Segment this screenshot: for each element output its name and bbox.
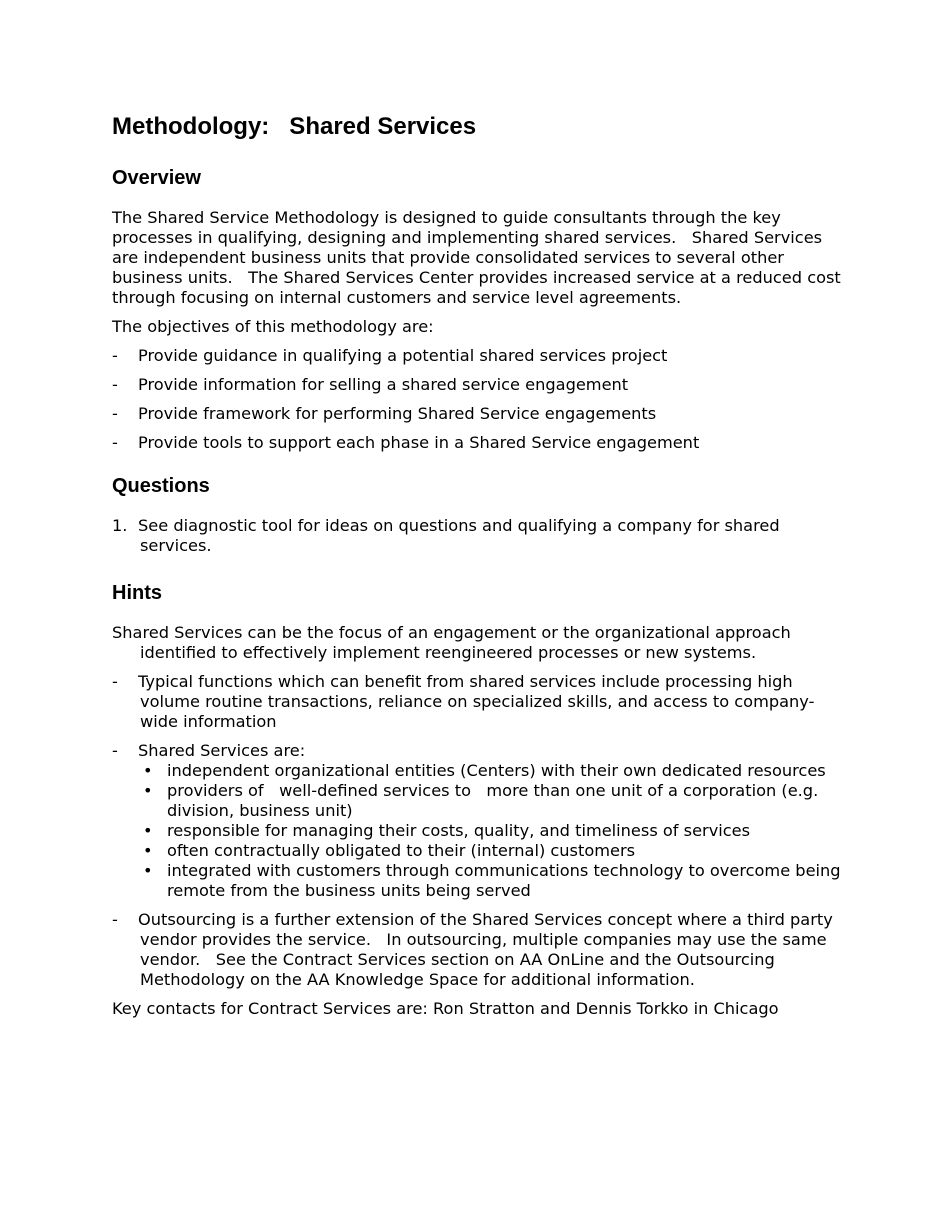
objective-item [112, 375, 842, 395]
hint-item-typical-functions [112, 672, 842, 732]
bullet-marker: • [143, 761, 153, 780]
objective-text: Provide framework for performing Shared Service engagements [138, 404, 657, 423]
document-page [112, 112, 846, 1019]
bullet-marker: • [143, 781, 153, 800]
objective-item [112, 404, 842, 424]
bullet-marker: • [143, 841, 153, 860]
dash-marker: - [112, 346, 118, 365]
bullet-item [112, 761, 842, 781]
bullet-item [112, 841, 842, 861]
objective-item [112, 346, 842, 366]
dash-marker: - [112, 433, 118, 452]
question-text: See diagnostic tool for ideas on questions and qualifying a company for shared services. [138, 516, 780, 555]
hints-intro: Shared Services can be the focus of an engagement or the organizational approach identified to effectively implement reengineered processes or new systems. [112, 623, 791, 662]
bullet-text: integrated with customers through communications technology to overcome being remote from the business units being served [167, 861, 846, 900]
overview-heading: Overview [112, 167, 201, 189]
hint-text: Outsourcing is a further extension of the Shared Services concept where a third party vendor provides the service. In outsourcing, multiple companies may use the same vendor. See the Contract Services section on AA OnLine and the Outsourcing Methodology on the AA Knowledge Space for additional information. [138, 910, 838, 989]
overview-paragraph: The Shared Service Methodology is designed to guide consultants through the key processes in qualifying, designing and implementing shared services. Shared Services are independent business units that provide consolidated services to several other business units. The Shared Services Center provides increased service at a reduced cost through focusing on internal customers and service level agreements. [112, 208, 846, 307]
questions-heading: Questions [112, 475, 210, 497]
dash-marker: - [112, 404, 118, 423]
hint-item-outsourcing [112, 910, 842, 990]
dash-marker: - [112, 375, 118, 394]
bullet-marker: • [143, 861, 153, 880]
dash-marker: - [112, 910, 118, 929]
bullet-text: independent organizational entities (Centers) with their own dedicated resources [167, 761, 826, 780]
bullet-marker: • [143, 821, 153, 840]
bullet-text: responsible for managing their costs, quality, and timeliness of services [167, 821, 751, 840]
key-contacts: Key contacts for Contract Services are: Ron Stratton and Dennis Torkko in Chicago [112, 999, 779, 1018]
hint-text: Shared Services are: [138, 741, 306, 760]
question-number: 1. [112, 516, 128, 535]
dash-marker: - [112, 741, 118, 760]
hints-heading: Hints [112, 582, 162, 604]
bullet-item [112, 861, 846, 901]
bullet-item [112, 781, 842, 821]
dash-marker: - [112, 672, 118, 691]
page-title: Methodology: Shared Services [112, 113, 477, 140]
question-item [112, 516, 842, 556]
objective-text: Provide information for selling a shared service engagement [138, 375, 629, 394]
objective-item [112, 433, 842, 453]
shared-services-bullet-list [112, 761, 846, 901]
objective-text: Provide guidance in qualifying a potential shared services project [138, 346, 668, 365]
bullet-text: often contractually obligated to their (internal) customers [167, 841, 636, 860]
hint-item-shared-services-are [112, 741, 842, 761]
bullet-item [112, 821, 842, 841]
objectives-intro: The objectives of this methodology are: [112, 317, 434, 336]
objective-text: Provide tools to support each phase in a Shared Service engagement [138, 433, 700, 452]
bullet-text: providers of well-defined services to more than one unit of a corporation (e.g. division, business unit) [167, 781, 824, 820]
hint-text: Typical functions which can benefit from shared services include processing high volume routine transactions, reliance on specialized skills, and access to company-wide information [138, 672, 815, 731]
